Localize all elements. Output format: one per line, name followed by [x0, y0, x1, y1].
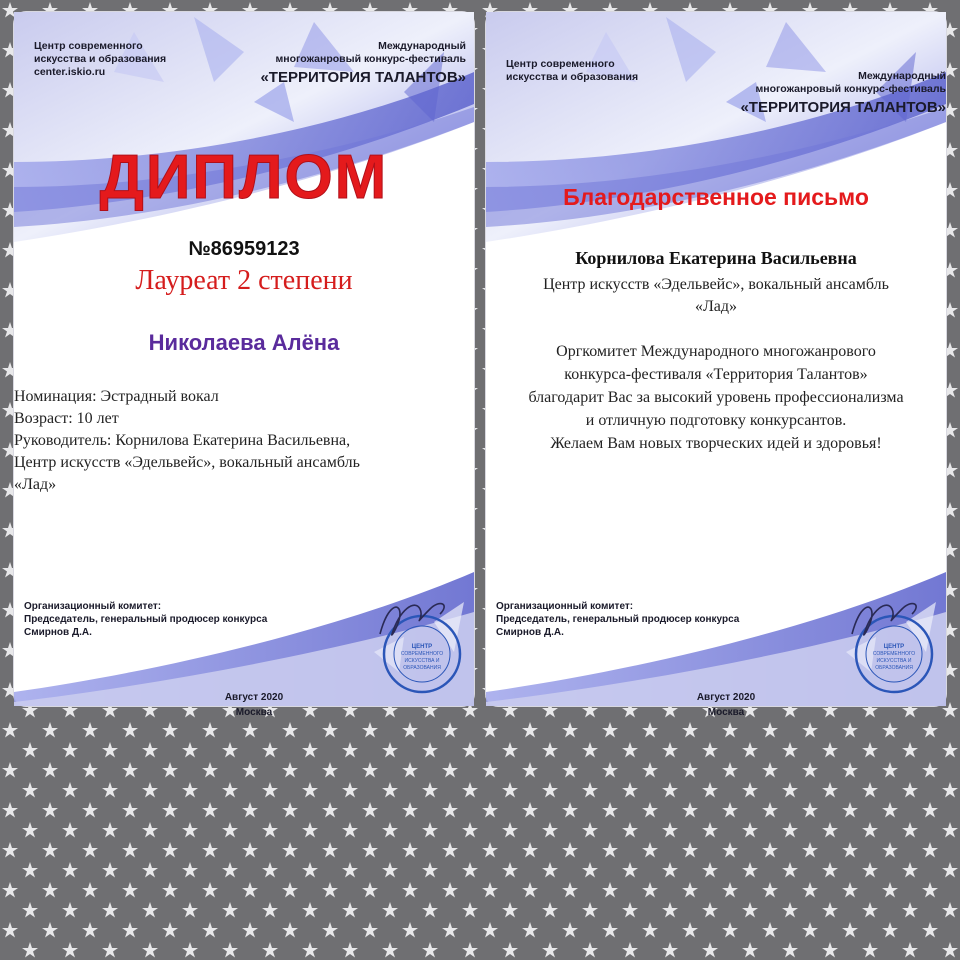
thanks-letter-card	[486, 12, 946, 718]
chair-name: Смирнов Д.А.	[24, 627, 92, 638]
city-text: Москва	[707, 707, 745, 718]
contest-line-1: Международный	[378, 40, 466, 52]
organizer-header	[506, 58, 638, 84]
organizer-line-2: искусства и образования	[506, 71, 639, 83]
issue-date	[666, 690, 786, 720]
body-line-2: конкурса-фестиваля «Территория Талантов»	[564, 366, 868, 383]
svg-text:ЦЕНТР: ЦЕНТР	[411, 644, 433, 650]
leader: Руководитель: Корнилова Екатерина Васильевна,	[14, 432, 351, 449]
body-line-5: Желаем Вам новых творческих идей и здоровья!	[550, 435, 882, 452]
city-text: Москва	[235, 707, 273, 718]
organization-line-2: «Лад»	[694, 298, 738, 315]
date-text: Август 2020	[224, 692, 284, 703]
svg-text:СОВРЕМЕННОГО: СОВРЕМЕННОГО	[872, 651, 916, 657]
organizer-line-1: Центр современного	[34, 40, 143, 52]
chair-title: Председатель, генеральный продюсер конкурса	[496, 614, 740, 625]
diploma-details	[14, 386, 454, 496]
body-line-3: благодарит Вас за высокий уровень профессионализма	[528, 389, 904, 406]
svg-text:ОБРАЗОВАНИЯ: ОБРАЗОВАНИЯ	[403, 665, 441, 671]
svg-text:ИСКУССТВА И: ИСКУССТВА И	[876, 658, 912, 664]
contest-header	[740, 70, 946, 118]
recipient-name: Николаева Алёна	[148, 330, 340, 355]
organizer-header	[34, 40, 166, 79]
svg-text:СОВРЕМЕННОГО: СОВРЕМЕННОГО	[400, 651, 444, 657]
age: Возраст: 10 лет	[14, 410, 119, 427]
recipient-name: Корнилова Екатерина Васильевна	[575, 248, 857, 268]
organizer-website: center.iskio.ru	[34, 66, 106, 78]
date-text: Август 2020	[696, 692, 756, 703]
committee-footer	[496, 600, 739, 639]
organization-line-1: Центр искусств «Эдельвейс», вокальный ансамбль	[543, 276, 889, 293]
contest-header	[260, 40, 466, 88]
svg-text:ИСКУССТВА И: ИСКУССТВА И	[404, 658, 440, 664]
committee-footer	[24, 600, 267, 639]
nomination: Номинация: Эстрадный вокал	[14, 388, 219, 405]
body-line-1: Оргкомитет Международного многожанрового	[556, 343, 876, 360]
diploma-card	[14, 12, 474, 718]
institution-line-2: «Лад»	[14, 476, 57, 493]
body-line-4: и отличную подготовку конкурсантов.	[585, 412, 847, 429]
diploma-number: №86959123	[188, 238, 300, 260]
svg-text:ЦЕНТР: ЦЕНТР	[883, 644, 905, 650]
contest-line-2: многожанровый конкурс-фестиваль	[275, 53, 466, 65]
chair-title: Председатель, генеральный продюсер конкурса	[24, 614, 268, 625]
committee-label: Организационный комитет:	[496, 601, 634, 612]
seal-stamp-icon	[370, 594, 470, 704]
letter-body	[496, 340, 936, 455]
issue-date	[194, 690, 314, 720]
recipient-organization	[506, 274, 926, 318]
contest-line-2: многожанровый конкурс-фестиваль	[755, 83, 946, 95]
diploma-title: ДИПЛОМ	[99, 143, 389, 212]
organizer-line-2: искусства и образования	[34, 53, 167, 65]
contest-name: «ТЕРРИТОРИЯ ТАЛАНТОВ»	[260, 69, 466, 86]
seal-stamp-icon	[842, 594, 942, 704]
chair-name: Смирнов Д.А.	[496, 627, 564, 638]
committee-label: Организационный комитет:	[24, 601, 162, 612]
svg-text:ОБРАЗОВАНИЯ: ОБРАЗОВАНИЯ	[875, 665, 913, 671]
institution-line-1: Центр искусств «Эдельвейс», вокальный ансамбль	[14, 454, 360, 471]
letter-title: Благодарственное письмо	[563, 184, 869, 210]
organizer-line-1: Центр современного	[506, 58, 615, 70]
contest-name: «ТЕРРИТОРИЯ ТАЛАНТОВ»	[740, 99, 946, 116]
award-level: Лауреат 2 степени	[135, 265, 353, 296]
contest-line-1: Международный	[858, 70, 946, 82]
